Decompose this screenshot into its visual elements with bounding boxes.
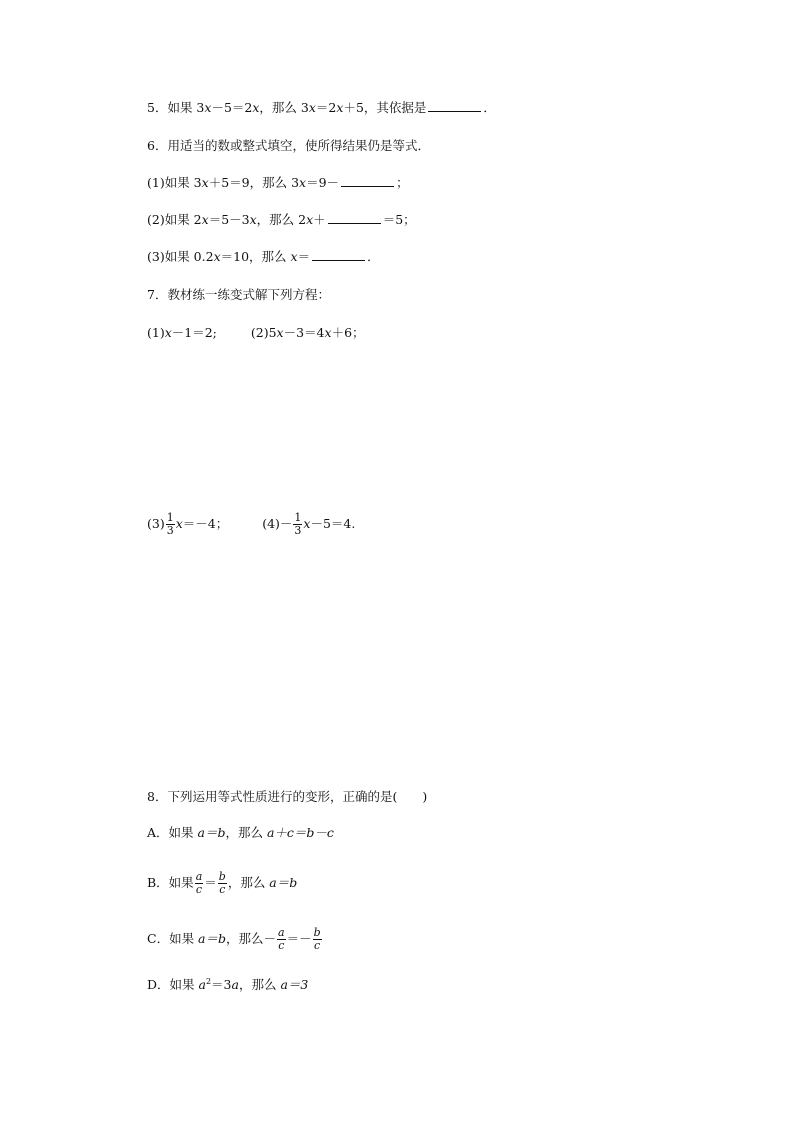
option-a[interactable]: A．如果 a＝b，那么 a＋c＝b－c	[147, 825, 334, 840]
answer-blank[interactable]	[341, 175, 394, 187]
equation-3: (3) $\frac{1}{3}$ x＝－4；	[147, 511, 229, 537]
question-7-row-2	[147, 512, 355, 537]
equation-2: (2)5x－3＝4x＋6；	[250, 325, 365, 340]
fraction: $\frac{a}{c}$	[278, 926, 285, 952]
question-6-title: 6．用适当的数或整式填空，使所得结果仍是等式．	[147, 138, 430, 153]
question-7-row-1	[147, 325, 365, 341]
option-c[interactable]: C．如果 a＝b，那么－ $\frac{a}{c}$ ＝－ $\frac{b}{c}$	[147, 926, 321, 952]
answer-blank[interactable]	[328, 212, 381, 224]
fraction: $\frac{1}{3}$	[166, 511, 174, 537]
option-d[interactable]: D．如果 $a^2=3a$，那么 a＝3	[147, 977, 309, 992]
question-5: 5．如果 3x－5＝2x，那么 3x＝2x＋5，其依据是 ．	[147, 100, 496, 115]
fraction: $\frac{a}{c}$	[195, 870, 203, 896]
question-7-title: 7．教材练一练变式解下列方程：	[147, 287, 330, 302]
question-6-part-3: (3)如果 0.2x＝10，那么 x＝ ．	[147, 249, 380, 264]
answer-blank[interactable]	[312, 249, 365, 261]
fraction: $\frac{1}{3}$	[294, 511, 302, 537]
equation-4: (4)－ $\frac{1}{3}$ x－5＝4.	[262, 511, 356, 537]
option-b[interactable]: B．如果 $\frac{a}{c}$ ＝ $\frac{b}{c}$ ，那么 a＝b	[147, 870, 298, 896]
equation-1: (1)x－1＝2;	[147, 325, 217, 340]
fraction: $\frac{b}{c}$	[218, 870, 226, 896]
question-6-part-2: (2)如果 2x＝5－3x，那么 2x＋ ＝5；	[147, 212, 416, 227]
answer-blank[interactable]	[428, 100, 481, 112]
fraction: $\frac{b}{c}$	[313, 926, 321, 952]
question-6-part-1: (1)如果 3x＋5＝9，那么 3x＝9－ ；	[147, 175, 409, 190]
question-8-title: 8．下列运用等式性质进行的变形，正确的是( )	[147, 789, 428, 804]
